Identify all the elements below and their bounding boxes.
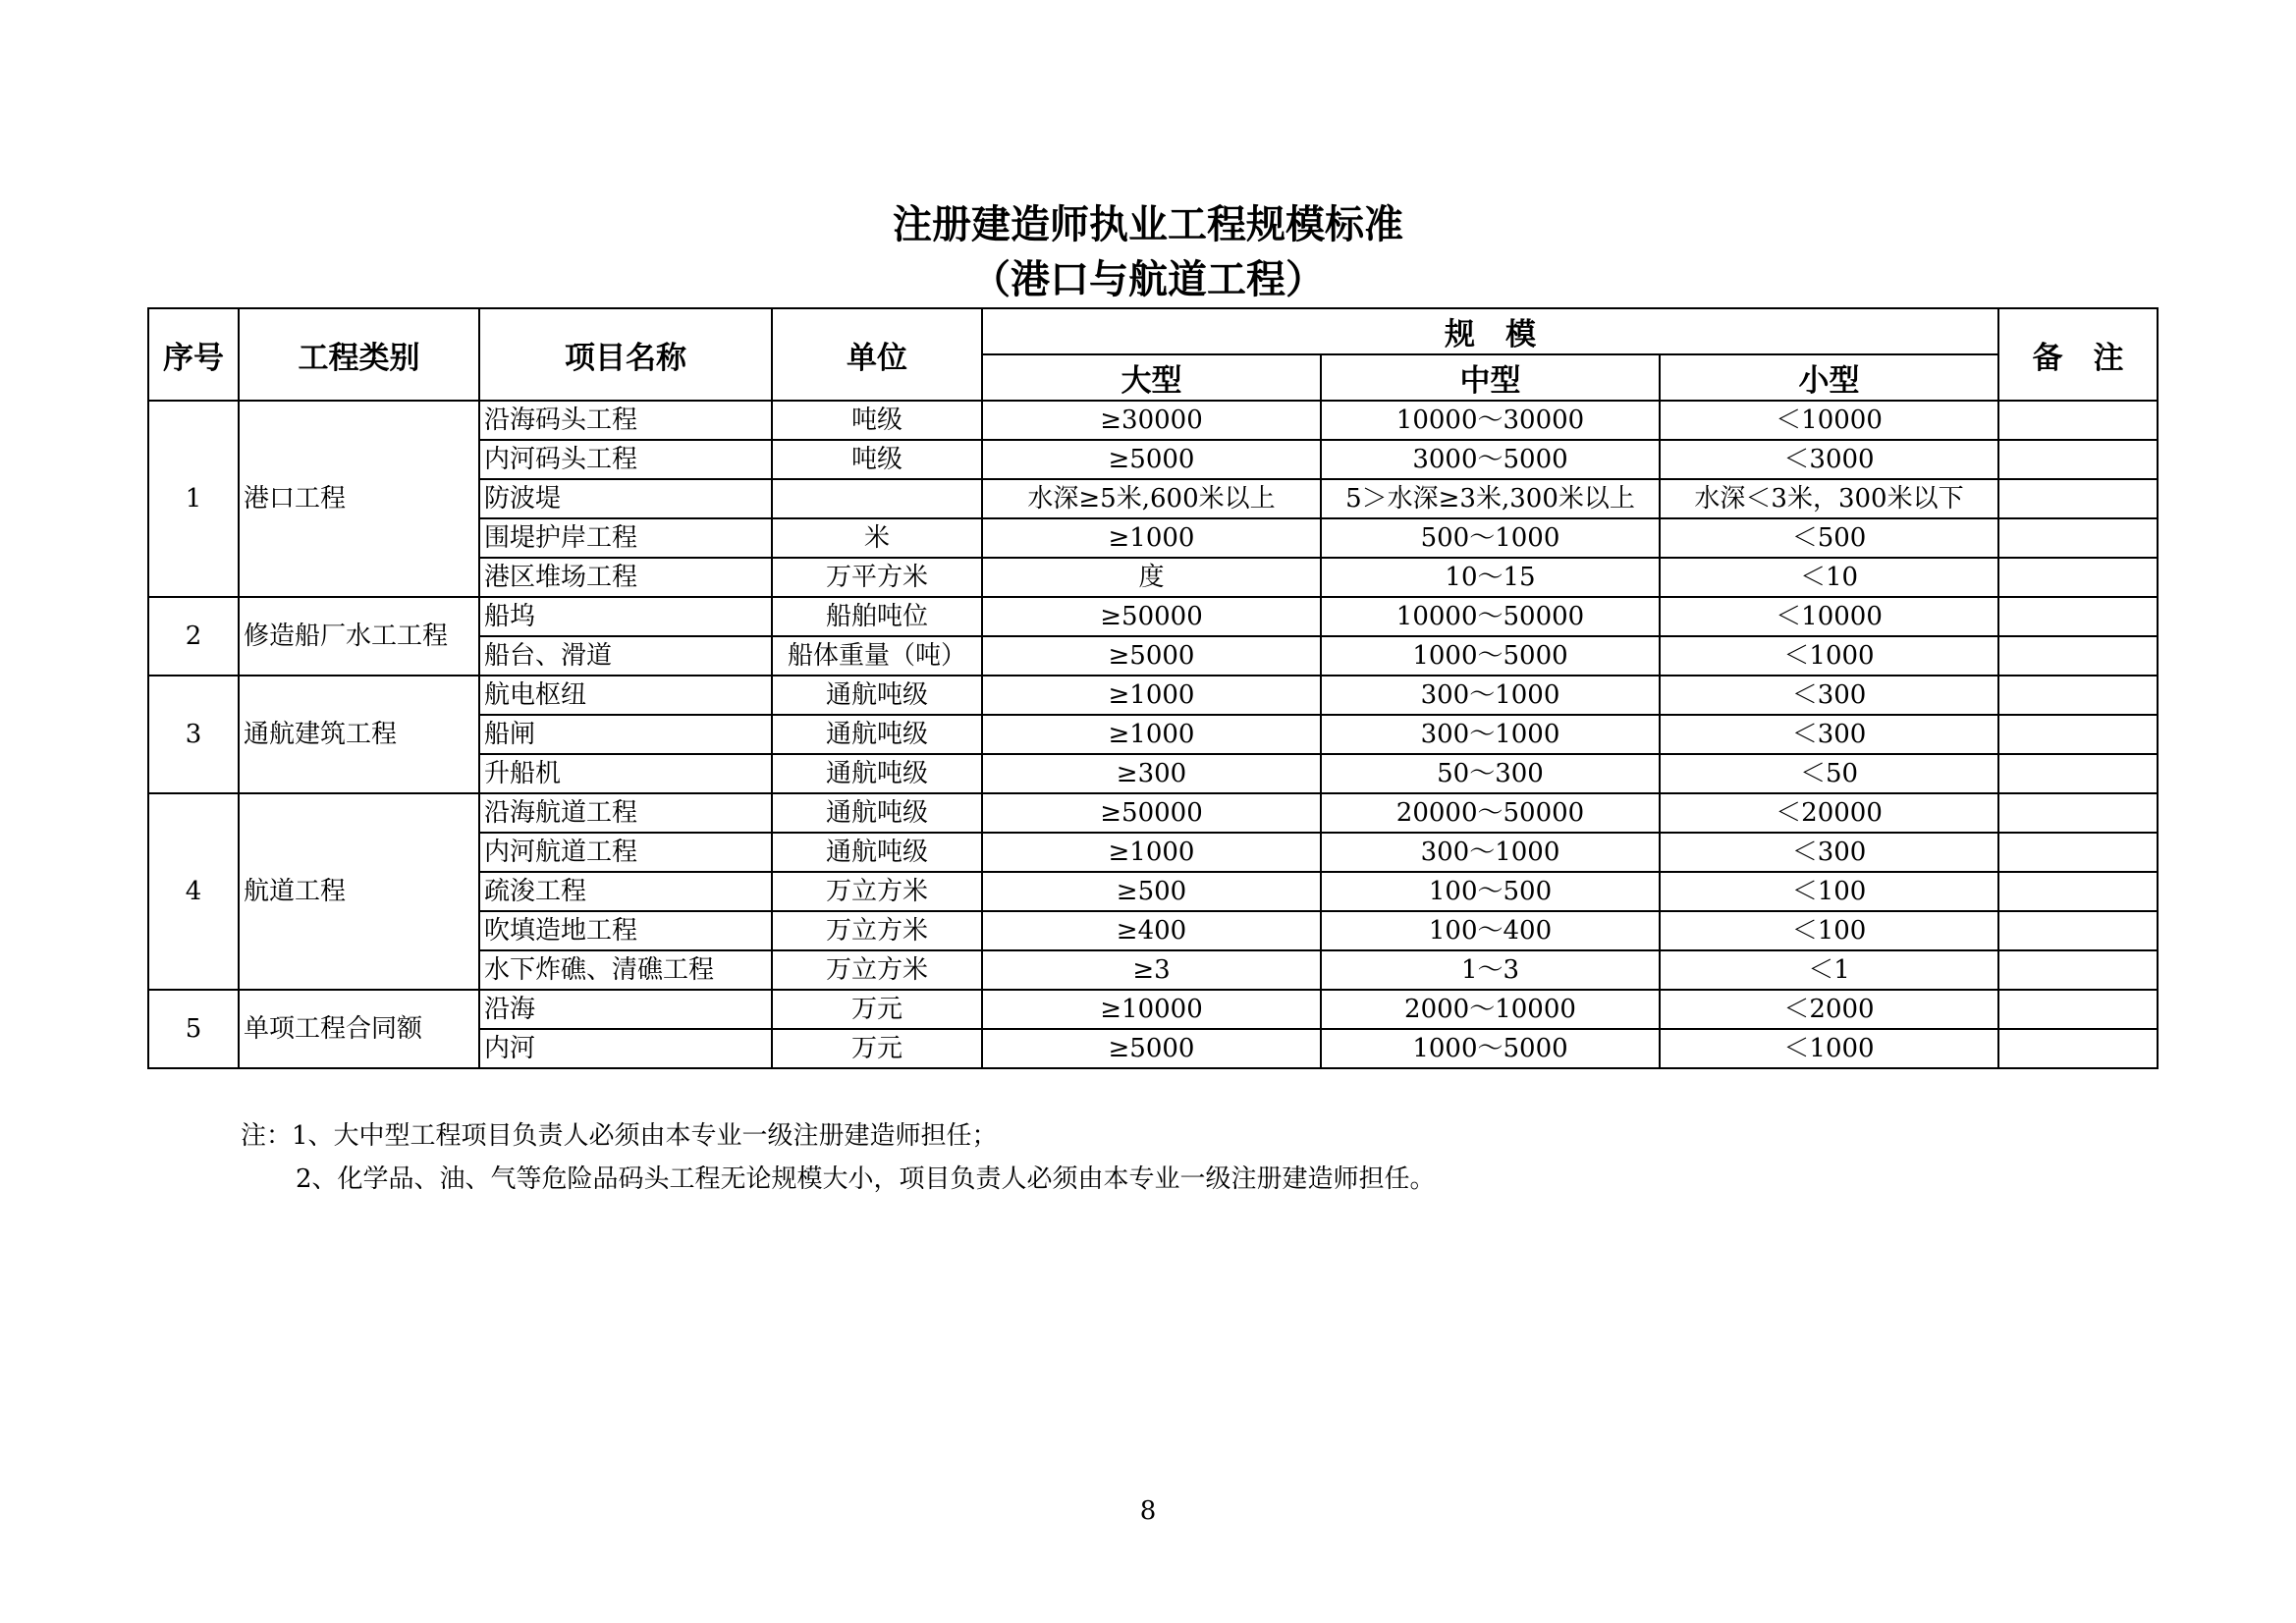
header-project: 项目名称	[479, 308, 772, 401]
cell-small: ＜1000	[1660, 636, 1998, 676]
table-row	[148, 597, 2158, 636]
cell-medium: 10000～30000	[1321, 401, 1660, 440]
cell-small: ＜20000	[1660, 793, 1998, 833]
cell-large: ≥1000	[982, 518, 1321, 558]
cell-project: 围堤护岸工程	[479, 518, 772, 558]
note-1: 注：1、大中型工程项目负责人必须由本专业一级注册建造师担任；	[241, 1121, 998, 1151]
cell-unit: 吨级	[772, 440, 982, 479]
cell-small: ＜10000	[1660, 401, 1998, 440]
notes	[241, 1114, 1436, 1201]
header-large: 大型	[982, 354, 1321, 401]
cell-remark	[1998, 754, 2158, 793]
cell-medium: 2000～10000	[1321, 990, 1660, 1029]
cell-small: ＜3000	[1660, 440, 1998, 479]
cell-project: 船闸	[479, 715, 772, 754]
cell-unit: 通航吨级	[772, 676, 982, 715]
cell-unit: 万立方米	[772, 950, 982, 990]
cell-small: ＜300	[1660, 676, 1998, 715]
cell-medium: 1～3	[1321, 950, 1660, 990]
cell-project: 航电枢纽	[479, 676, 772, 715]
cell-large: ≥400	[982, 911, 1321, 950]
cell-unit: 通航吨级	[772, 754, 982, 793]
cell-small: ＜1000	[1660, 1029, 1998, 1068]
cell-seq: 3	[148, 676, 239, 793]
cell-unit	[772, 479, 982, 518]
cell-remark	[1998, 676, 2158, 715]
cell-unit: 船舶吨位	[772, 597, 982, 636]
cell-medium: 300～1000	[1321, 676, 1660, 715]
page-number: 8	[1139, 1496, 1157, 1526]
cell-project: 内河	[479, 1029, 772, 1068]
cell-remark	[1998, 597, 2158, 636]
cell-medium: 10～15	[1321, 558, 1660, 597]
cell-remark	[1998, 636, 2158, 676]
cell-small: ＜300	[1660, 833, 1998, 872]
cell-small: ＜50	[1660, 754, 1998, 793]
header-small: 小型	[1660, 354, 1998, 401]
cell-remark	[1998, 872, 2158, 911]
cell-remark	[1998, 715, 2158, 754]
cell-project: 船台、滑道	[479, 636, 772, 676]
cell-category: 港口工程	[239, 401, 479, 597]
header-scale: 规 模	[982, 308, 1998, 354]
cell-remark	[1998, 950, 2158, 990]
cell-unit: 通航吨级	[772, 833, 982, 872]
table-row	[148, 401, 2158, 440]
cell-unit: 通航吨级	[772, 793, 982, 833]
cell-medium: 10000～50000	[1321, 597, 1660, 636]
cell-remark	[1998, 479, 2158, 518]
cell-medium: 1000～5000	[1321, 636, 1660, 676]
cell-project: 疏浚工程	[479, 872, 772, 911]
document-title: 注册建造师执业工程规模标准	[893, 202, 1403, 247]
cell-project: 内河航道工程	[479, 833, 772, 872]
cell-unit: 万立方米	[772, 911, 982, 950]
cell-remark	[1998, 558, 2158, 597]
cell-unit: 万平方米	[772, 558, 982, 597]
cell-small: ＜100	[1660, 872, 1998, 911]
cell-large: ≥3	[982, 950, 1321, 990]
header-unit: 单位	[772, 308, 982, 401]
cell-medium: 5＞水深≥3米,300米以上	[1321, 479, 1660, 518]
cell-large: 度	[982, 558, 1321, 597]
cell-large: ≥1000	[982, 715, 1321, 754]
cell-medium: 100～400	[1321, 911, 1660, 950]
cell-project: 船坞	[479, 597, 772, 636]
cell-project: 沿海	[479, 990, 772, 1029]
cell-medium: 1000～5000	[1321, 1029, 1660, 1068]
cell-category: 航道工程	[239, 793, 479, 990]
cell-unit: 万元	[772, 1029, 982, 1068]
cell-seq: 2	[148, 597, 239, 676]
cell-large: ≥1000	[982, 676, 1321, 715]
cell-small: ＜10000	[1660, 597, 1998, 636]
cell-project: 水下炸礁、清礁工程	[479, 950, 772, 990]
cell-unit: 通航吨级	[772, 715, 982, 754]
cell-project: 吹填造地工程	[479, 911, 772, 950]
cell-large: ≥5000	[982, 440, 1321, 479]
cell-project: 升船机	[479, 754, 772, 793]
note-2: 2、化学品、油、气等危险品码头工程无论规模大小，项目负责人必须由本专业一级注册建造师担任。	[296, 1164, 1436, 1194]
cell-small: ＜500	[1660, 518, 1998, 558]
cell-small: ＜1	[1660, 950, 1998, 990]
cell-project: 防波堤	[479, 479, 772, 518]
cell-category: 单项工程合同额	[239, 990, 479, 1068]
header-seq: 序号	[148, 308, 239, 401]
cell-large: ≥50000	[982, 597, 1321, 636]
scale-table	[147, 307, 2159, 1069]
cell-remark	[1998, 911, 2158, 950]
cell-large: ≥5000	[982, 1029, 1321, 1068]
cell-unit: 万立方米	[772, 872, 982, 911]
cell-medium: 100～500	[1321, 872, 1660, 911]
table-body	[148, 401, 2158, 1068]
header-category: 工程类别	[239, 308, 479, 401]
cell-remark	[1998, 990, 2158, 1029]
cell-large: ≥10000	[982, 990, 1321, 1029]
cell-remark	[1998, 518, 2158, 558]
table-row	[148, 676, 2158, 715]
cell-project: 沿海航道工程	[479, 793, 772, 833]
cell-large: ≥1000	[982, 833, 1321, 872]
cell-small: ＜10	[1660, 558, 1998, 597]
cell-unit: 万元	[772, 990, 982, 1029]
cell-medium: 20000～50000	[1321, 793, 1660, 833]
cell-small: ＜100	[1660, 911, 1998, 950]
cell-small: ＜300	[1660, 715, 1998, 754]
cell-large: ≥300	[982, 754, 1321, 793]
header-medium: 中型	[1321, 354, 1660, 401]
header-remark: 备 注	[1998, 308, 2158, 401]
cell-project: 内河码头工程	[479, 440, 772, 479]
cell-large: ≥30000	[982, 401, 1321, 440]
table-row	[148, 990, 2158, 1029]
cell-remark	[1998, 1029, 2158, 1068]
cell-seq: 5	[148, 990, 239, 1068]
cell-remark	[1998, 440, 2158, 479]
cell-unit: 米	[772, 518, 982, 558]
cell-medium: 50～300	[1321, 754, 1660, 793]
cell-small: 水深＜3米，300米以下	[1660, 479, 1998, 518]
cell-project: 港区堆场工程	[479, 558, 772, 597]
cell-seq: 1	[148, 401, 239, 597]
cell-remark	[1998, 401, 2158, 440]
cell-remark	[1998, 833, 2158, 872]
cell-category: 通航建筑工程	[239, 676, 479, 793]
cell-large: ≥5000	[982, 636, 1321, 676]
table-row	[148, 793, 2158, 833]
cell-category: 修造船厂水工工程	[239, 597, 479, 676]
cell-small: ＜2000	[1660, 990, 1998, 1029]
cell-seq: 4	[148, 793, 239, 990]
cell-unit: 吨级	[772, 401, 982, 440]
cell-project: 沿海码头工程	[479, 401, 772, 440]
cell-medium: 300～1000	[1321, 833, 1660, 872]
cell-large: ≥500	[982, 872, 1321, 911]
cell-large: 水深≥5米,600米以上	[982, 479, 1321, 518]
cell-remark	[1998, 793, 2158, 833]
cell-medium: 500～1000	[1321, 518, 1660, 558]
cell-medium: 3000～5000	[1321, 440, 1660, 479]
cell-medium: 300～1000	[1321, 715, 1660, 754]
cell-large: ≥50000	[982, 793, 1321, 833]
document-subtitle: （港口与航道工程）	[971, 257, 1325, 302]
cell-unit: 船体重量（吨）	[772, 636, 982, 676]
